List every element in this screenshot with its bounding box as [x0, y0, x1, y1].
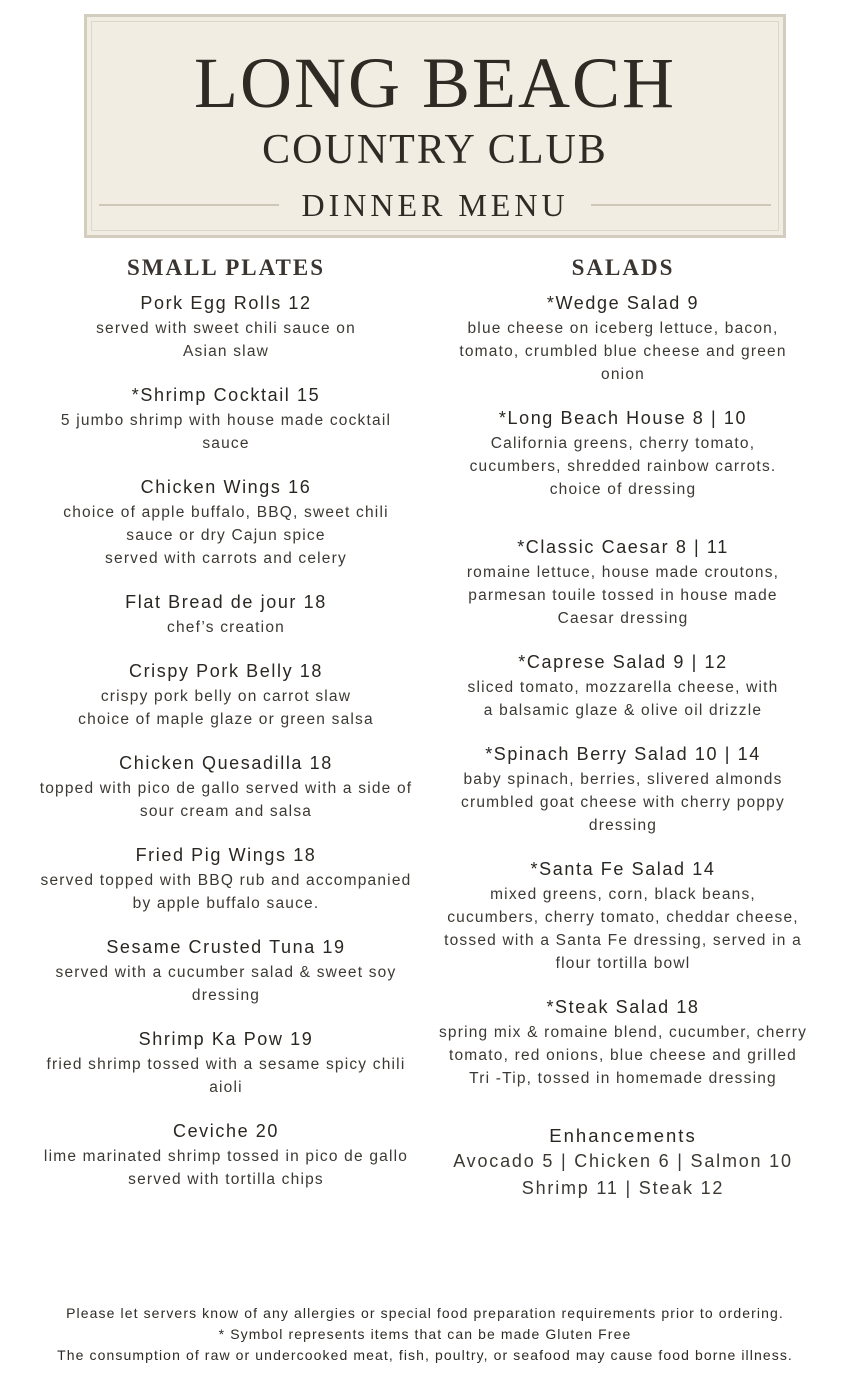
item-description — [436, 432, 810, 501]
item-name: *Caprese Salad 9 | 12 — [518, 652, 728, 672]
menu-title: DINNER MENU — [301, 186, 569, 223]
desc-line: tomato, red onions, blue cheese and grilled — [448, 1047, 797, 1064]
item-name: Chicken Quesadilla 18 — [119, 753, 333, 773]
item-name: *Shrimp Cocktail 15 — [131, 385, 321, 405]
menu-item — [26, 1027, 426, 1099]
desc-line: cucumbers, cherry tomato, cheddar cheese, — [447, 909, 799, 926]
desc-line: lime marinated shrimp tossed in pico de gallo — [43, 1148, 409, 1165]
desc-line: Caesar dressing — [557, 610, 689, 627]
item-name: Ceviche 20 — [172, 1121, 280, 1141]
desc-line: choice of apple buffalo, BBQ, sweet chili — [63, 504, 389, 521]
desc-line: 5 jumbo shrimp with house made cocktail — [60, 412, 392, 429]
salads-column — [436, 255, 810, 1202]
item-description — [26, 317, 426, 363]
desc-line: tossed with a Santa Fe dressing, served in a — [444, 932, 802, 949]
enhancements-line-2: Shrimp 11 | Steak 12 — [521, 1178, 725, 1198]
gluten-free-note: * Symbol represents items that can be made Gluten Free — [218, 1326, 632, 1342]
menu-item — [26, 590, 426, 639]
item-name: Fried Pig Wings 18 — [135, 845, 317, 865]
item-name: *Santa Fe Salad 14 — [530, 859, 716, 879]
desc-line: fried shrimp tossed with a sesame spicy chili — [46, 1056, 406, 1073]
item-description — [26, 961, 426, 1007]
section-title-salads: SALADS — [571, 255, 675, 280]
item-name: Sesame Crusted Tuna 19 — [106, 937, 346, 957]
desc-line: choice of maple glaze or green salsa — [78, 711, 374, 728]
menu-title-row — [99, 185, 771, 225]
desc-line: dressing — [191, 987, 261, 1004]
desc-line: served topped with BBQ rub and accompanied — [40, 872, 412, 889]
desc-line: sauce — [202, 435, 250, 452]
menu-item — [436, 742, 810, 837]
desc-line: choice of dressing — [549, 481, 697, 498]
item-name: *Classic Caesar 8 | 11 — [517, 537, 729, 557]
menu-item — [436, 535, 810, 630]
desc-line: by apple buffalo sauce. — [132, 895, 320, 912]
item-name: Pork Egg Rolls 12 — [140, 293, 312, 313]
enhancements — [436, 1124, 810, 1202]
menu-item — [436, 650, 810, 722]
enhancements-title: Enhancements — [549, 1125, 697, 1146]
club-name-line-2: COUNTRY CLUB — [262, 127, 608, 173]
desc-line: served with carrots and celery — [105, 550, 347, 567]
item-description — [436, 1021, 810, 1090]
desc-line: romaine lettuce, house made croutons, — [466, 564, 780, 581]
desc-line: mixed greens, corn, black beans, — [490, 886, 756, 903]
menu-item — [26, 935, 426, 1007]
item-description — [26, 1053, 426, 1099]
desc-line: baby spinach, berries, slivered almonds — [463, 771, 783, 788]
item-name: *Steak Salad 18 — [546, 997, 700, 1017]
item-name: Flat Bread de jour 18 — [125, 592, 327, 612]
divider-left — [99, 204, 279, 206]
desc-line: sauce or dry Cajun spice — [126, 527, 326, 544]
item-description — [26, 1145, 426, 1191]
menu-item — [436, 406, 810, 501]
item-description — [26, 869, 426, 915]
menu-item — [26, 843, 426, 915]
enhancements-line-1: Avocado 5 | Chicken 6 | Salmon 10 — [453, 1151, 793, 1171]
item-name: Chicken Wings 16 — [140, 477, 312, 497]
menu-header — [84, 14, 786, 238]
menu-item — [436, 857, 810, 975]
menu-item — [26, 383, 426, 455]
item-name: Crispy Pork Belly 18 — [128, 661, 324, 681]
item-name: *Wedge Salad 9 — [546, 293, 700, 313]
menu-item — [436, 291, 810, 386]
menu-item — [26, 751, 426, 823]
item-description — [436, 676, 810, 722]
menu-item — [26, 291, 426, 363]
item-description — [26, 501, 426, 570]
item-name: *Spinach Berry Salad 10 | 14 — [485, 744, 761, 764]
divider-right — [591, 204, 771, 206]
section-title-small-plates: SMALL PLATES — [126, 255, 326, 280]
desc-line: sour cream and salsa — [139, 803, 313, 820]
desc-line: crumbled goat cheese with cherry poppy — [461, 794, 785, 811]
menu-item — [26, 659, 426, 731]
desc-line: Tri -Tip, tossed in homemade dressing — [469, 1070, 777, 1087]
item-name: *Long Beach House 8 | 10 — [498, 408, 748, 428]
item-description — [436, 561, 810, 630]
desc-line: a balsamic glaze & olive oil drizzle — [483, 702, 763, 719]
footer-notes — [0, 1303, 850, 1366]
desc-line: tomato, crumbled blue cheese and green — [459, 343, 787, 360]
desc-line: served with sweet chili sauce on — [96, 320, 356, 337]
item-description — [26, 685, 426, 731]
item-name: Shrimp Ka Pow 19 — [138, 1029, 314, 1049]
allergy-note: Please let servers know of any allergies or special food preparation requirements prior to ordering. — [66, 1305, 784, 1321]
item-description — [436, 768, 810, 837]
item-description — [436, 883, 810, 975]
desc-line: aioli — [209, 1079, 243, 1096]
desc-line: onion — [601, 366, 645, 383]
desc-line: parmesan touile tossed in house made — [468, 587, 778, 604]
club-name-line-1: LONG BEACH — [194, 43, 676, 123]
small-plates-column — [26, 255, 426, 1211]
desc-line: served with a cucumber salad & sweet soy — [55, 964, 397, 981]
desc-line: flour tortilla bowl — [555, 955, 691, 972]
item-description — [26, 616, 426, 639]
desc-line: chef’s creation — [167, 619, 285, 636]
desc-line: served with tortilla chips — [128, 1171, 324, 1188]
food-safety-note: The consumption of raw or undercooked meat, fish, poultry, or seafood may cause food borne illness. — [57, 1347, 793, 1363]
desc-line: Asian slaw — [182, 343, 270, 360]
desc-line: California greens, cherry tomato, — [490, 435, 756, 452]
menu-item — [436, 995, 810, 1090]
item-description — [26, 409, 426, 455]
desc-line: cucumbers, shredded rainbow carrots. — [469, 458, 777, 475]
desc-line: blue cheese on iceberg lettuce, bacon, — [467, 320, 779, 337]
desc-line: sliced tomato, mozzarella cheese, with — [467, 679, 779, 696]
item-description — [436, 317, 810, 386]
desc-line: topped with pico de gallo served with a side of — [39, 780, 413, 797]
desc-line: dressing — [588, 817, 658, 834]
menu-item — [26, 1119, 426, 1191]
item-description — [26, 777, 426, 823]
desc-line: crispy pork belly on carrot slaw — [100, 688, 352, 705]
menu-item — [26, 475, 426, 570]
desc-line: spring mix & romaine blend, cucumber, cherry — [438, 1024, 808, 1041]
